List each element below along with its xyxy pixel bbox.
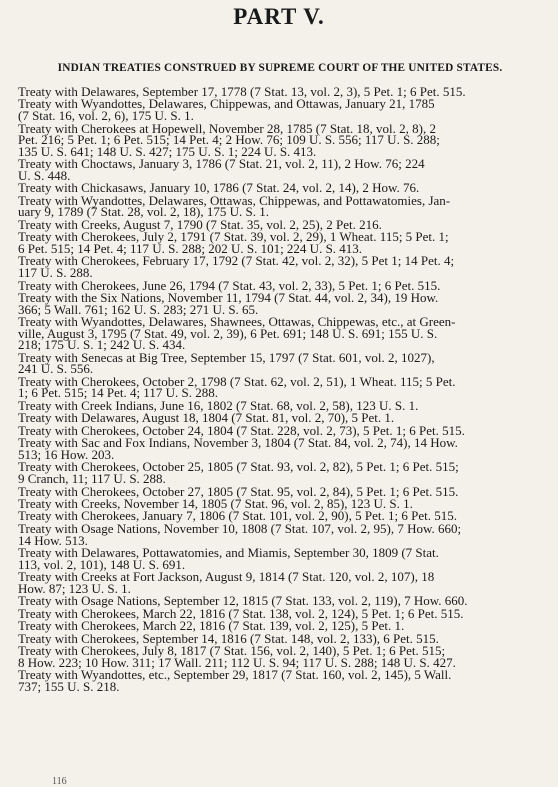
treaty-entry-line: Treaty with Cherokees, March 22, 1816 (7 Stat. 138, vol. 2, 124), 5 Pet. 1; 6 Pet. 515. (18, 605, 464, 621)
treaty-entry-line: 218; 175 U. S. 1; 242 U. S. 434. (18, 337, 186, 353)
section-heading: INDIAN TREATIES CONSTRUED BY SUPREME COURT OF THE UNITED STATES. (57, 62, 503, 74)
treaty-entry-line: (7 Stat. 16, vol. 2, 6), 175 U. S. 1. (18, 108, 194, 124)
treaty-entry (18, 96, 552, 124)
treaty-entry-line: Treaty with Creeks, August 7, 1790 (7 Stat. 35, vol. 2, 25), 2 Pet. 216. (18, 216, 382, 232)
treaty-entry-line: Treaty with Creeks at Fort Jackson, August 9, 1814 (7 Stat. 120, vol. 2, 107), 18 (18, 569, 435, 585)
treaty-entry-line: Treaty with Wyandottes, Delawares, Chippewas, and Ottawas, January 21, 1785 (18, 96, 435, 112)
treaty-entry-line: How. 87; 123 U. S. 1. (18, 580, 131, 596)
treaty-entry-line: 135 U. S. 641; 148 U. S. 427; 175 U. S. 1; 224 U. S. 413. (18, 143, 317, 159)
treaty-entry-line: Treaty with Delawares, August 18, 1804 (7 Stat. 81, vol. 2, 70), 5 Pet. 1. (18, 410, 395, 426)
treaty-entry-line: 113, vol. 2, 101), 148 U. S. 691. (18, 556, 186, 572)
treaty-entry-line: Treaty with Osage Nations, November 10, 1808 (7 Stat. 107, vol. 2, 95), 7 How. 660; (18, 520, 462, 536)
part-title: PART V. (233, 4, 325, 29)
treaty-entry-line: Treaty with Cherokees, June 26, 1794 (7 Stat. 43, vol. 2, 33), 5 Pet. 1; 6 Pet. 515. (18, 277, 441, 293)
treaty-entry-line: Treaty with Cherokees, March 22, 1816 (7 Stat. 139, vol. 2, 125), 5 Pet. 1. (18, 618, 405, 634)
treaty-entry (18, 459, 552, 487)
treaty-entry (18, 292, 552, 315)
treaty-entry-line: 6 Pet. 515; 14 Pet. 4; 117 U. S. 288; 202 U. S. 101; 224 U. S. 413. (18, 240, 363, 256)
treaty-entry (18, 547, 552, 570)
treaty-entry-line: Treaty with Delawares, September 17, 1778 (7 Stat. 13, vol. 2, 3), 5 Pet. 1; 6 Pet. 515. (18, 84, 466, 99)
page-number-fragment: 116 (52, 776, 67, 787)
treaty-entry-line: Treaty with the Six Nations, November 11, 1794 (7 Stat. 44, vol. 2, 34), 19 How. (18, 290, 439, 305)
treaty-entry-line: U. S. 448. (18, 167, 71, 183)
treaty-entry-line: 9 Cranch, 11; 117 U. S. 288. (18, 471, 166, 487)
treaty-entry-line: Treaty with Choctaws, January 3, 1786 (7 Stat. 21, vol. 2, 11), 2 How. 76; 224 (18, 156, 425, 172)
treaty-entry-line: Treaty with Cherokees, October 24, 1804 (7 Stat. 228, vol. 2, 73), 5 Pet. 1; 6 Pet. 515. (18, 422, 465, 438)
treaty-entry (18, 316, 552, 351)
treaty-entry-line: Treaty with Cherokees, September 14, 1816 (7 Stat. 148, vol. 2, 133), 6 Pet. 515. (18, 630, 439, 646)
treaty-entry-line: Treaty with Wyandottes, etc., September 29, 1817 (7 Stat. 160, vol. 2, 145), 5 Wall. (18, 667, 452, 683)
treaty-entry-line: 8 How. 223; 10 How. 311; 17 Wall. 211; 112 U. S. 94; 117 U. S. 288; 148 U. S. 427. (18, 654, 456, 670)
treaty-entry-line: 117 U. S. 288. (18, 265, 93, 281)
treaty-entry-line: 513; 16 How. 203. (18, 446, 115, 462)
treaty-entry-line: Treaty with Cherokees, October 2, 1798 (7 Stat. 62, vol. 2, 51), 1 Wheat. 115; 5 Pet. (18, 373, 456, 389)
treaty-entry-line: Treaty with Cherokees at Hopewell, November 28, 1785 (7 Stat. 18, vol. 2, 8), 2 (18, 120, 436, 136)
treaty-entry-line: 366; 5 Wall. 761; 162 U. S. 283; 271 U. S. 65. (18, 301, 259, 317)
treaty-entry-line: uary 9, 1789 (7 Stat. 28, vol. 2, 18), 175 U. S. 1. (18, 204, 269, 220)
treaty-entry-line: Treaty with Creek Indians, June 16, 1802 (7 Stat. 68, vol. 2, 58), 123 U. S. 1. (18, 397, 419, 413)
treaty-entry-line: Treaty with Cherokees, October 27, 1805 (7 Stat. 95, vol. 2, 84), 5 Pet. 1; 6 Pet. 515. (18, 483, 459, 499)
treaty-entry (18, 520, 552, 548)
treaty-entry-line: Treaty with Cherokees, January 7, 1806 (7 Stat. 101, vol. 2, 90), 5 Pet. 1; 6 Pet. 515. (18, 508, 457, 524)
treaty-entry-line: 737; 155 U. S. 218. (18, 678, 120, 694)
treaty-entry-line: Treaty with Cherokees, October 25, 1805 (7 Stat. 93, vol. 2, 82), 5 Pet. 1; 6 Pet. 515; (18, 459, 459, 475)
treaty-entry-line: Treaty with Wyandottes, Delawares, Ottawas, Chippewas, and Pottawatomies, Jan- (18, 192, 451, 208)
treaty-entry-line: Treaty with Cherokees, February 17, 1792 (7 Stat. 42, vol. 2, 32), 5 Pet 1; 14 Pet. 4; (18, 253, 455, 269)
treaty-list (18, 86, 552, 693)
treaty-entry (18, 231, 552, 254)
treaty-entry (18, 253, 552, 281)
treaty-entry-line: 241 U. S. 556. (18, 361, 94, 377)
treaty-entry (18, 192, 552, 220)
treaty-entry-line: 14 How. 513. (18, 532, 88, 548)
treaty-entry-line: Treaty with Wyandottes, Delawares, Shawnees, Ottawas, Chippewas, etc., at Green- (18, 314, 456, 330)
treaty-entry (18, 645, 552, 668)
treaty-entry-line: Pet. 216; 5 Pet. 1; 6 Pet. 515; 14 Pet. 4; 2 How. 76; 109 U. S. 556; 117 U. S. 288; (18, 132, 440, 148)
treaty-entry (18, 158, 552, 181)
treaty-entry (18, 373, 552, 401)
treaty-entry-line: Treaty with Sac and Fox Indians, November 3, 1804 (7 Stat. 84, vol. 2, 74), 14 How. (18, 435, 458, 451)
treaty-entry (18, 437, 552, 460)
treaty-entry-line: Treaty with Cherokees, July 8, 1817 (7 Stat. 156, vol. 2, 140), 5 Pet. 1; 6 Pet. 515; (18, 643, 446, 659)
treaty-entry-line: Treaty with Chickasaws, January 10, 1786 (7 Stat. 24, vol. 2, 14), 2 How. 76. (18, 180, 420, 196)
treaty-entry (18, 120, 552, 159)
treaty-entry-line: Treaty with Osage Nations, September 12, 1815 (7 Stat. 133, vol. 2, 119), 7 How. 660. (18, 593, 468, 609)
treaty-entry-line: Treaty with Cherokees, July 2, 1791 (7 Stat. 39, vol. 2, 29), 1 Wheat. 115; 5 Pet. 1; (18, 229, 449, 245)
treaty-entry-line: Treaty with Senecas at Big Tree, September 15, 1797 (7 Stat. 601, vol. 2, 1027), (18, 349, 435, 365)
treaty-entry-line: ville, August 3, 1795 (7 Stat. 49, vol. 2, 39), 6 Pet. 691; 148 U. S. 691; 155 U. S. (18, 325, 438, 341)
treaty-entry-line: 1; 6 Pet. 515; 14 Pet. 4; 117 U. S. 288. (18, 385, 218, 401)
treaty-entry-line: Treaty with Delawares, Pottawatomies, and Miamis, September 30, 1809 (7 Stat. (18, 545, 439, 561)
treaty-entry (18, 349, 552, 377)
treaty-entry (18, 669, 552, 692)
treaty-entry (18, 571, 552, 594)
treaty-entry-line: Treaty with Creeks, November 14, 1805 (7 Stat. 96, vol. 2, 85), 123 U. S. 1. (18, 496, 413, 511)
